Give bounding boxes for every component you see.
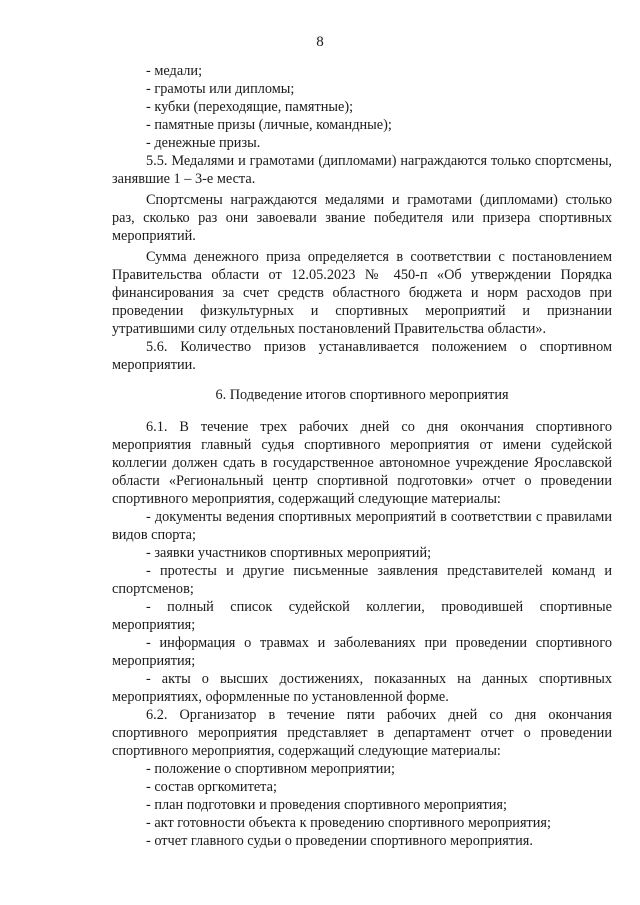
list-item-cups: - кубки (переходящие, памятные); — [146, 99, 354, 115]
page-number: 8 — [316, 34, 324, 50]
list-item-committee: - состав оргкомитета; — [146, 779, 277, 795]
list-item-records: - акты о высших достижениях, показанных на данных спортивных мероприятиях, оформленные по установленной форме. — [112, 671, 612, 705]
paragraph-5-6: 5.6. Количество призов устанавливается положением о спортивном мероприятии. — [112, 339, 612, 373]
list-item-cash-prizes: - денежные призы. — [146, 135, 261, 151]
paragraph-awards-count: Спортсмены награждаются медалями и грамотами (дипломами) столько раз, сколько раз они завоевали звание победителя или призера спортивных мероприятий. — [112, 192, 612, 244]
list-item-judge-report: - отчет главного судьи о проведении спортивного мероприятия. — [146, 833, 533, 849]
list-item-documents: - документы ведения спортивных мероприятий в соответствии с правилами видов спорта; — [112, 509, 612, 543]
section-heading: 6. Подведение итогов спортивного мероприятия — [215, 387, 509, 403]
list-item-injuries: - информация о травмах и заболеваниях при проведении спортивного мероприятия; — [112, 635, 612, 669]
paragraph-6-2: 6.2. Организатор в течение пяти рабочих дней со дня окончания спортивного мероприятия представляет в департамент отчет о проведении спортивного мероприятия, содержащий следующие материалы: — [112, 707, 612, 759]
document-body — [112, 62, 612, 850]
list-item-diplomas: - грамоты или дипломы; — [146, 81, 295, 97]
list-item-judges-list: - полный список судейской коллегии, проводившей спортивные мероприятия; — [112, 599, 612, 633]
paragraph-cash-prize-regulation: Сумма денежного приза определяется в соответствии с постановлением Правительства области от 12.05.2023 № 450-п «Об утверждении Порядка финансирования за счет средств областного бюджета и норм расходов при проведении физкультурных и спортивных мероприятий и признании утратившими силу отдельных постановлений Правительства области». — [112, 249, 612, 337]
paragraph-6-1: 6.1. В течение трех рабочих дней со дня окончания спортивного мероприятия главный судья спортивного мероприятия от имени судейской коллегии должен сдать в государственное автономное учреждение Ярославской области «Региональный центр спортивной подготовки» отчет о проведении спортивного мероприятия, содержащий следующие материалы: — [112, 419, 612, 507]
paragraph-5-5: 5.5. Медалями и грамотами (дипломами) награждаются только спортсмены, занявшие 1 – 3-е места. — [112, 153, 612, 187]
list-item-memorial-prizes: - памятные призы (личные, командные); — [146, 117, 392, 133]
list-item-regulation: - положение о спортивном мероприятии; — [146, 761, 395, 777]
list-item-protests: - протесты и другие письменные заявления представителей команд и спортсменов; — [112, 563, 612, 597]
list-item-applications: - заявки участников спортивных мероприятий; — [146, 545, 432, 561]
list-item-medals: - медали; — [146, 63, 203, 79]
list-item-readiness-act: - акт готовности объекта к проведению спортивного мероприятия; — [146, 815, 551, 831]
list-item-plan: - план подготовки и проведения спортивного мероприятия; — [146, 797, 507, 813]
